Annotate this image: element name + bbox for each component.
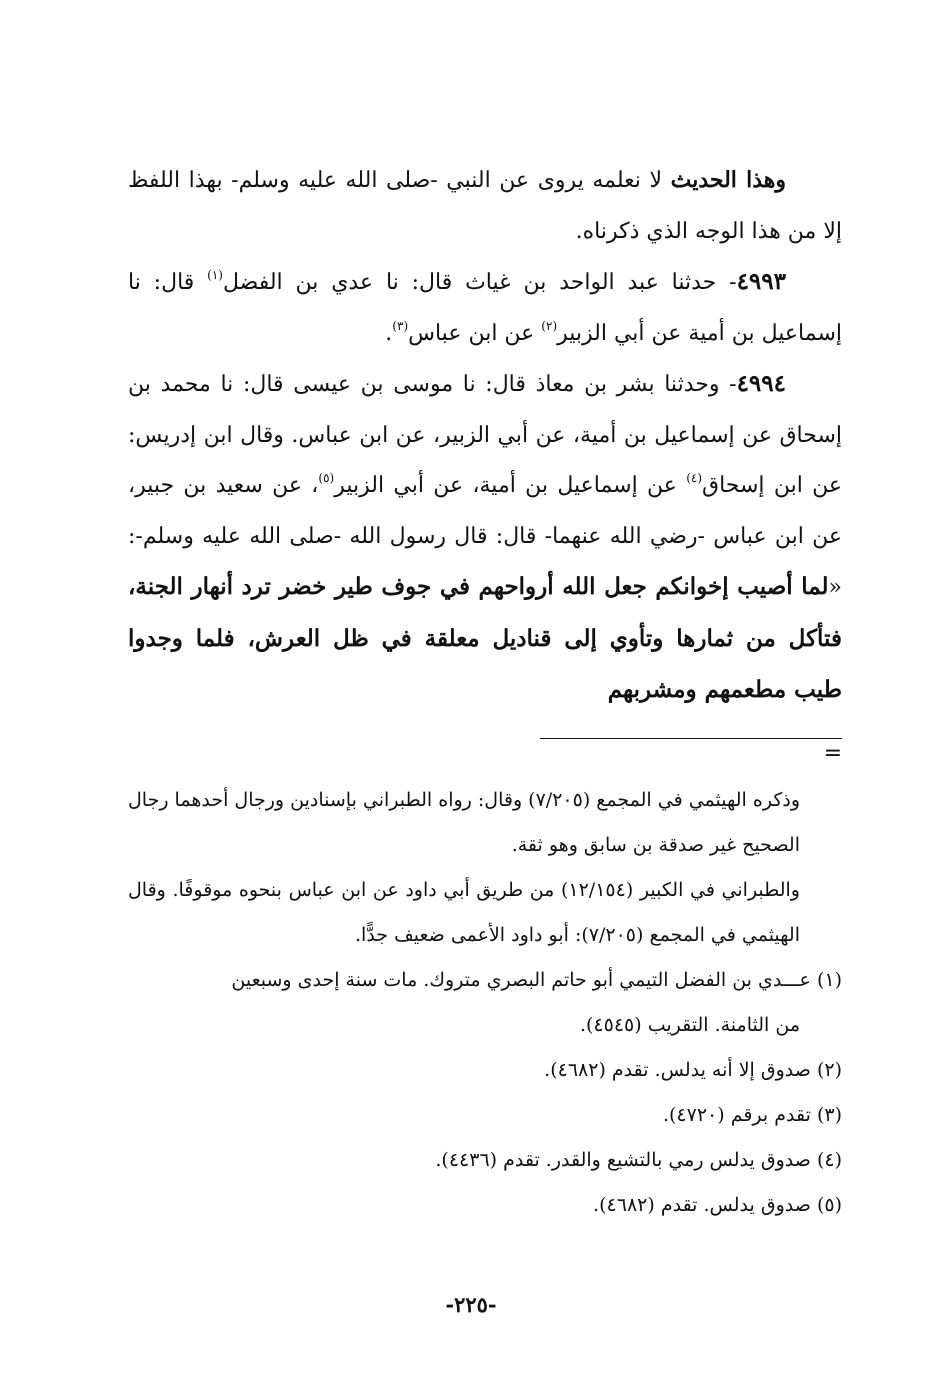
footnote-continuation: والطبراني في الكبير (١٢/١٥٤) من طريق أبي داود عن ابن عباس بنحوه موقوفًا. وقال الهيثمي في المجمع (٧/٢٠٥): أبو داود الأعمى ضعيف جدًّا. [128, 879, 800, 946]
footnote-text: صدوق يدلس. تقدم (٤٦٨٢). [593, 1194, 811, 1216]
hadith-matn: لما أصيب إخوانكم جعل الله أرواحهم في جوف طير خضر ترد أنهار الجنة، فتأكل من ثمارها وتأوي إلى قناديل معلقة في ظل العرش، فلما وجدوا طيب مطعمهم ومشربهم [128, 573, 842, 703]
footnote-ref-5: (٥) [318, 471, 335, 485]
footnote-4 [128, 1138, 842, 1183]
footnote-text: صدوق إلا أنه يدلس. تقدم (٤٦٨٢). [544, 1059, 811, 1081]
lead-phrase: وهذا الحديث [670, 167, 786, 193]
footnote-continuation: وذكره الهيثمي في المجمع (٧/٢٠٥) وقال: رواه الطبراني بإسنادين ورجال أحدهما رجال الصحيح غير صدقة بن سابق وهو ثقة. [128, 789, 800, 856]
footnote-5 [128, 1183, 842, 1228]
footnote-label: (٣) [816, 1104, 842, 1126]
footnote-label: (١) [816, 969, 842, 991]
footnote-ref-4: (٤) [686, 471, 703, 485]
continuation-mark: = [823, 741, 842, 766]
footnote-ref-1: (١) [207, 268, 223, 282]
footnote-2 [128, 1048, 842, 1093]
footnote-ref-3: (٣) [392, 318, 409, 333]
footnote-label: (٢) [816, 1059, 842, 1081]
hadith-4993 [128, 257, 842, 359]
footnote-text: تقدم برقم (٤٧٢٠). [662, 1104, 811, 1126]
footnote-label: (٥) [816, 1194, 842, 1216]
footnotes [128, 778, 842, 1228]
footnote-3 [128, 1093, 842, 1138]
footnote-text: عـــدي بن الفضل التيمي أبو حاتم البصري متروك. مات سنة إحدى وسبعين [231, 969, 811, 991]
isnad-text: . [385, 320, 393, 346]
isnad-text: عن إسماعيل بن أمية، عن أبي الزبير [334, 473, 687, 498]
isnad-text: - وحدثنا بشر بن معاذ قال: نا موسى بن عيسى قال: نا محمد بن إسحاق عن إسماعيل بن أمية، عن أبي الزبير، عن ابن عباس. وقال ابن إدريس: عن ابن إسحاق [128, 372, 842, 498]
main-text [128, 155, 842, 717]
footnote-label: (٤) [816, 1149, 842, 1171]
hadith-4994 [128, 359, 842, 717]
footnote-1 [128, 958, 842, 1048]
page-number: -٢٢٥- [445, 1292, 497, 1317]
footnote-divider [540, 738, 842, 739]
hadith-number: ٤٩٩٣ [736, 268, 786, 295]
hadith-number: ٤٩٩٤ [736, 370, 786, 397]
isnad-text: - حدثنا عبد الواحد بن غياث قال: نا عدي بن الفضل [222, 270, 737, 295]
isnad-text: عن ابن عباس [408, 320, 542, 346]
footnote-text: من الثامنة. التقريب (٤٥٤٥). [579, 1014, 800, 1036]
isnad-text: ، عن سعيد بن جبير، عن ابن عباس -رضي الله عنهما- قال: قال رسول الله -صلى الله عليه وسلم-: « [128, 473, 842, 600]
footnote-ref-2: (٢) [541, 318, 558, 333]
paragraph-text: لا نعلمه يروى عن النبي -صلى الله عليه وسلم- بهذا اللفظ إلا من هذا الوجه الذي ذكرناه. [128, 168, 842, 244]
isnad-text: قال: نا إسماعيل بن أمية عن أبي الزبير [128, 270, 842, 346]
footnote-text: صدوق يدلس رمي بالتشيع والقدر. تقدم (٤٤٣٦). [435, 1149, 811, 1171]
paragraph-closing-remark [128, 155, 842, 257]
